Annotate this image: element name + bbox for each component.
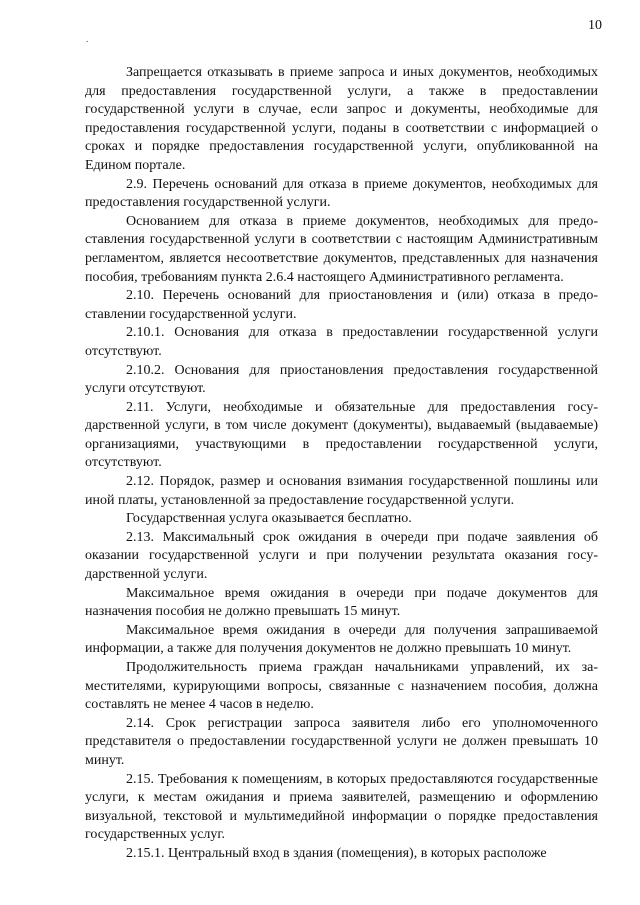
paragraph-2-13-submission-wait: Максимальное время ожидания в очереди при подаче документов для назначения пособия не должно превышать 15 минут. xyxy=(85,585,598,620)
paragraph-2-10-heading: 2.10. Перечень оснований для приостановления и (или) отказа в предоставлении государственной услуги. xyxy=(85,288,598,322)
scan-speck: . xyxy=(86,34,89,44)
paragraph-2-10-2: 2.10.2. Основания для приостановления предоставления государственной услуги отсутствуют. xyxy=(85,362,598,397)
paragraph-2-10-1: 2.10.1. Основания для отказа в предоставлении государственной услуги отсутствуют. xyxy=(85,325,598,359)
document-body xyxy=(85,64,598,864)
paragraph-2-9-heading: 2.9. Перечень оснований для отказа в приеме документов, необходимых для предоставления государственной услуги. xyxy=(85,176,598,211)
paragraph-2-12-free: Государственная услуга оказывается бесплатно. xyxy=(126,511,412,527)
paragraph-2-9-basis: Основанием для отказа в приеме документов, необходимых для предоставления государственной услуги в соответствии с настоящим Административным регламентом, является несоответствие документов, представленных для назначения пособия, требованиям пункта 2.6.4 настоящего Административного регламента. xyxy=(85,213,598,285)
paragraph-2-15-heading: 2.15. Требования к помещениям, в которых предоставляются государственные услуги, к местам ожидания и приема заявителей, размещению и оформлению визуальной, текстовой и мультимедийной информации о порядке предоставления государственных услуг. xyxy=(85,771,598,843)
paragraph-refusal-prohibition: Запрещается отказывать в приеме запроса и иных документов, необходимых для предоставления государственной услуги, а также в предоставлении государственной услуги в случае, если запрос и документы, необходимые для предоставления государственной услуги, поданы в соответствии с информацией о сроках и порядке предоставления государственной услуги, опубликованной на Едином портале. xyxy=(85,65,598,173)
paragraph-2-13-receipt-wait: Максимальное время ожидания в очереди для получения запрашиваемой информации, а также для получения документов не должно превышать 10 минут. xyxy=(85,622,598,657)
paragraph-2-13-reception-hours: Продолжительность приема граждан начальниками управлений, их заместителями, курирующими вопросы, связанные с назначением пособия, должна составлять не менее 4 часов в неделю. xyxy=(85,660,598,713)
paragraph-2-15-1: 2.15.1. Центральный вход в здания (помещения), в которых расположе xyxy=(126,845,547,861)
page-number: 10 xyxy=(588,18,602,33)
paragraph-2-12-heading: 2.12. Порядок, размер и основания взимания государственной пошлины или иной платы, установленной за предоставление государственной услуги. xyxy=(85,474,598,508)
paragraph-2-11: 2.11. Услуги, необходимые и обязательные для предоставления государственной услуги, в том числе документ (документы), выдаваемый (выдаваемые) организациями, участвующими в предоставлении государственной услуги, отсутствуют. xyxy=(85,399,598,471)
paragraph-2-14: 2.14. Срок регистрации запроса заявителя либо его уполномоченного представителя о предоставлении государственной услуги не должен превышать 10 минут. xyxy=(85,715,598,768)
paragraph-2-13-heading: 2.13. Максимальный срок ожидания в очереди при подаче заявления об оказании государственной услуги и при получении результата оказания государственной услуги. xyxy=(85,529,598,583)
